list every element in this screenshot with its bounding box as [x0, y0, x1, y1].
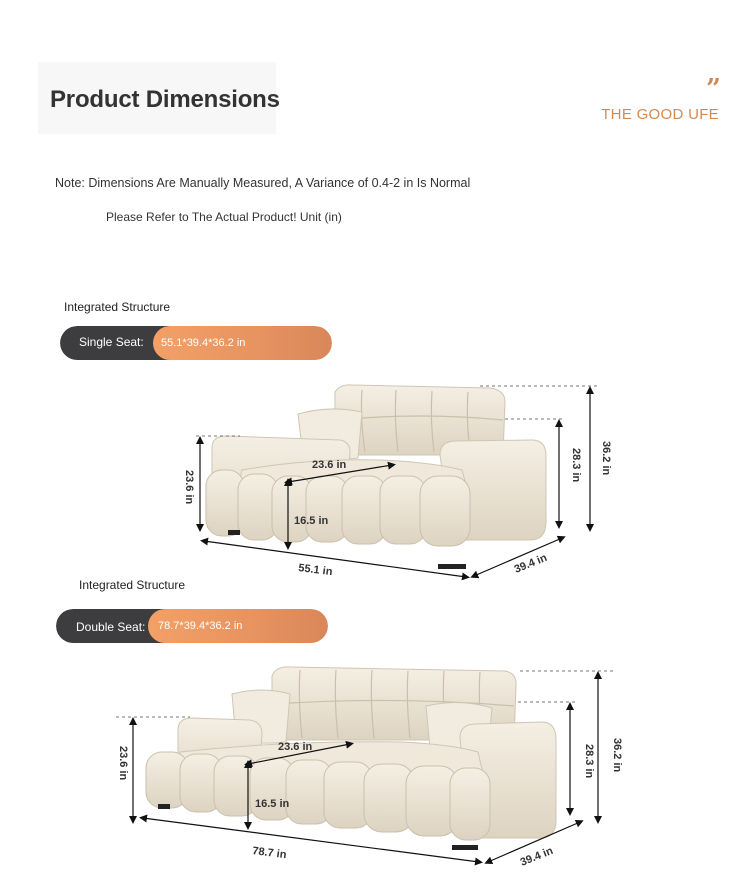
double-width-label: 78.7 in	[251, 845, 288, 862]
double-total-height-label: 36.2 in	[611, 738, 623, 773]
double-seat-depth-label: 23.6 in	[278, 741, 313, 753]
single-total-height-label: 36.2 in	[600, 441, 612, 476]
quote-mark: ”	[706, 74, 721, 104]
single-depth-label: 39.4 in	[512, 551, 549, 576]
double-sofa-illustration	[146, 667, 556, 850]
single-arm-height-label: 23.6 in	[183, 470, 195, 505]
double-arm-height-label: 23.6 in	[117, 746, 129, 781]
double-seat-height-label: 16.5 in	[255, 798, 290, 810]
double-structure-label: Integrated Structure	[79, 578, 186, 592]
single-seat-height-label: 16.5 in	[294, 515, 329, 527]
single-seat-label: Single Seat:	[79, 335, 144, 349]
double-depth-label: 39.4 in	[518, 844, 555, 869]
single-back-height-label: 28.3 in	[570, 448, 582, 483]
single-sofa-illustration	[206, 385, 546, 569]
double-back-height-label: 28.3 in	[583, 744, 595, 779]
single-width-label: 55.1 in	[297, 562, 334, 579]
single-structure-label: Integrated Structure	[64, 300, 171, 314]
page-title: Product Dimensions	[50, 86, 280, 113]
double-seat-value: 78.7*39.4*36.2 in	[158, 620, 243, 632]
double-seat-label: Double Seat:	[76, 620, 146, 634]
single-seat-value: 55.1*39.4*36.2 in	[161, 337, 246, 349]
brand-name: THE GOOD UFE	[601, 106, 719, 123]
measurement-note: Note: Dimensions Are Manually Measured, A Variance of 0.4-2 in Is Normal	[55, 176, 471, 190]
single-seat-depth-label: 23.6 in	[312, 459, 347, 471]
unit-note: Please Refer to The Actual Product! Unit (in)	[106, 210, 342, 224]
